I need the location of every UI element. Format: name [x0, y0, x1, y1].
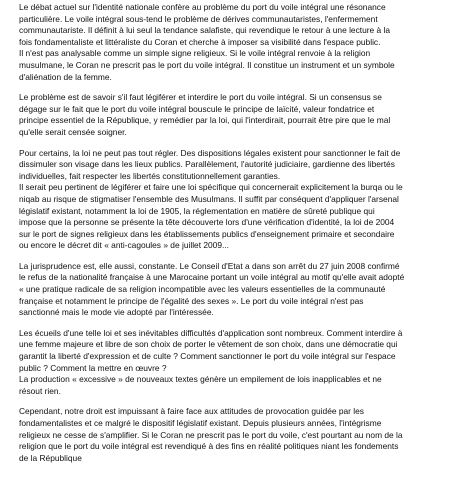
text-line: La jurisprudence est, elle aussi, constante. Le Conseil d'Etat a dans son arrêt du 27 juin 2008 confirmé — [19, 260, 400, 271]
paragraph-5 — [19, 328, 462, 398]
text-line: sanctionné mais le mode vie adopté par l'intéressée. — [19, 307, 214, 318]
text-line: religieux ne cesse de s'amplifier. Si le Coran ne prescrit pas le port du voile, c'est pourtant au nom de la — [19, 429, 403, 440]
text-line: « une pratique radicale de sa religion incompatible avec les valeurs essentielles de la communauté — [19, 284, 386, 295]
text-line: fondamentalistes et ce malgré le dispositif législatif existant. Depuis plusieurs années, l'intégrisme — [19, 418, 382, 428]
text-line: le refus de la nationalité française à une Marocaine portant un voile intégral au motif qu'elle avait adopté — [19, 272, 405, 283]
text-line: religion que le port du voile intégral est revendiqué à des fins en réalité politiques niant les fondements — [19, 441, 399, 452]
text-line: fois fondamentaliste et littéraliste du Coran et cherche à imposer sa visibilité dans l'espace public. — [19, 36, 381, 47]
text-line: résout rien. — [19, 385, 61, 396]
text-line: Pour certains, la loi ne peut pas tout régler. Des dispositions légales existent pour sanctionner le fait de — [19, 147, 401, 158]
text-line: Le débat actuel sur l'identité nationale confère au problème du port du voile intégral une résonance — [19, 2, 386, 12]
text-line: impose que la personne se présente la tête découverte lors d'une vérification d'identité, la loi de 2004 — [19, 217, 395, 228]
text-line: Il serait peu pertinent de légiférer et faire une loi spécifique qui concernerait explicitement la burqa ou le — [19, 182, 403, 193]
text-line: d'aliénation de la femme. — [19, 71, 112, 82]
paragraph-6 — [19, 406, 462, 464]
text-line: française et notamment le principe de l'égalité des sexes ». Le port du voile intégral n'est pas — [19, 295, 364, 306]
text-line: ou encore le décret dit « anti-cagoules » de juillet 2009... — [19, 240, 229, 251]
text-line: dissimuler son visage dans les lieux publics. Parallèlement, l'autorité judiciaire, gardienne des libertés — [19, 159, 395, 170]
text-line: qu'elle serait censée soigner. — [19, 126, 127, 137]
paragraph-2 — [19, 92, 462, 138]
text-line: public ? Comment la mettre en œuvre ? — [19, 362, 167, 373]
text-line: individuelles, fait respecter les libertés constitutionnellement garanties. — [19, 170, 281, 181]
text-line: musulmane, le Coran ne prescrit pas le port du voile intégral. Il constitue un instrument et un symbole — [19, 59, 395, 70]
text-line: La production « excessive » de nouveaux textes génère un empilement de lois inapplicables et ne — [19, 374, 382, 385]
text-line: garantit la liberté d'expression et de culte ? Comment sanctionner le port du voile intégral sur l'espace — [19, 351, 396, 362]
text-line: niqab au risque de stigmatiser l'ensemble des Musulmans. Il suffit par conséquent d'appliquer l'arsenal — [19, 193, 399, 204]
text-line: particulière. Le voile intégral sous-tend le problème de dérives communautaristes, l'enfermement — [19, 13, 378, 24]
paragraph-1 — [19, 2, 462, 83]
text-line: principe essentiel de la République, y remédier par la loi, qui l'interdirait, pourrait être pire que le mal — [19, 115, 391, 126]
text-line: législatif existant, notamment la loi de 1905, la réglementation en matière de sûreté publique qui — [19, 205, 375, 216]
text-line: dégage sur le fait que le port du voile intégral bouscule le principe de laïcité, valeur fondatrice et — [19, 103, 375, 114]
text-line: Il n'est pas analysable comme un simple signe religieux. Si le voile intégral renvoie à la religion — [19, 48, 371, 59]
paragraph-4 — [19, 261, 462, 319]
text-line: une femme majeure et libre de son choix de porter le vêtement de son choix, dans une démocratie qui — [19, 339, 398, 350]
text-line: Cependant, notre droit est impuissant à faire face aux attitudes de provocation guidée par les — [19, 406, 364, 417]
text-line: Les écueils d'une telle loi et ses inévitables difficultés d'application sont nombreux. Comment interdire à — [19, 327, 403, 338]
text-line: communautariste. Il définit à lui seul la tendance salafiste, qui revendique le retour à une lecture à la — [19, 25, 391, 36]
paragraph-3 — [19, 148, 462, 252]
text-line: sur le port de signes religieux dans les établissements publics d'enseignement primaire et secondaire — [19, 228, 395, 239]
text-line: Le problème est de savoir s'il faut légiférer et interdire le port du voile intégral. Si un consensus se — [19, 92, 382, 103]
text-line: de la République — [19, 452, 82, 463]
